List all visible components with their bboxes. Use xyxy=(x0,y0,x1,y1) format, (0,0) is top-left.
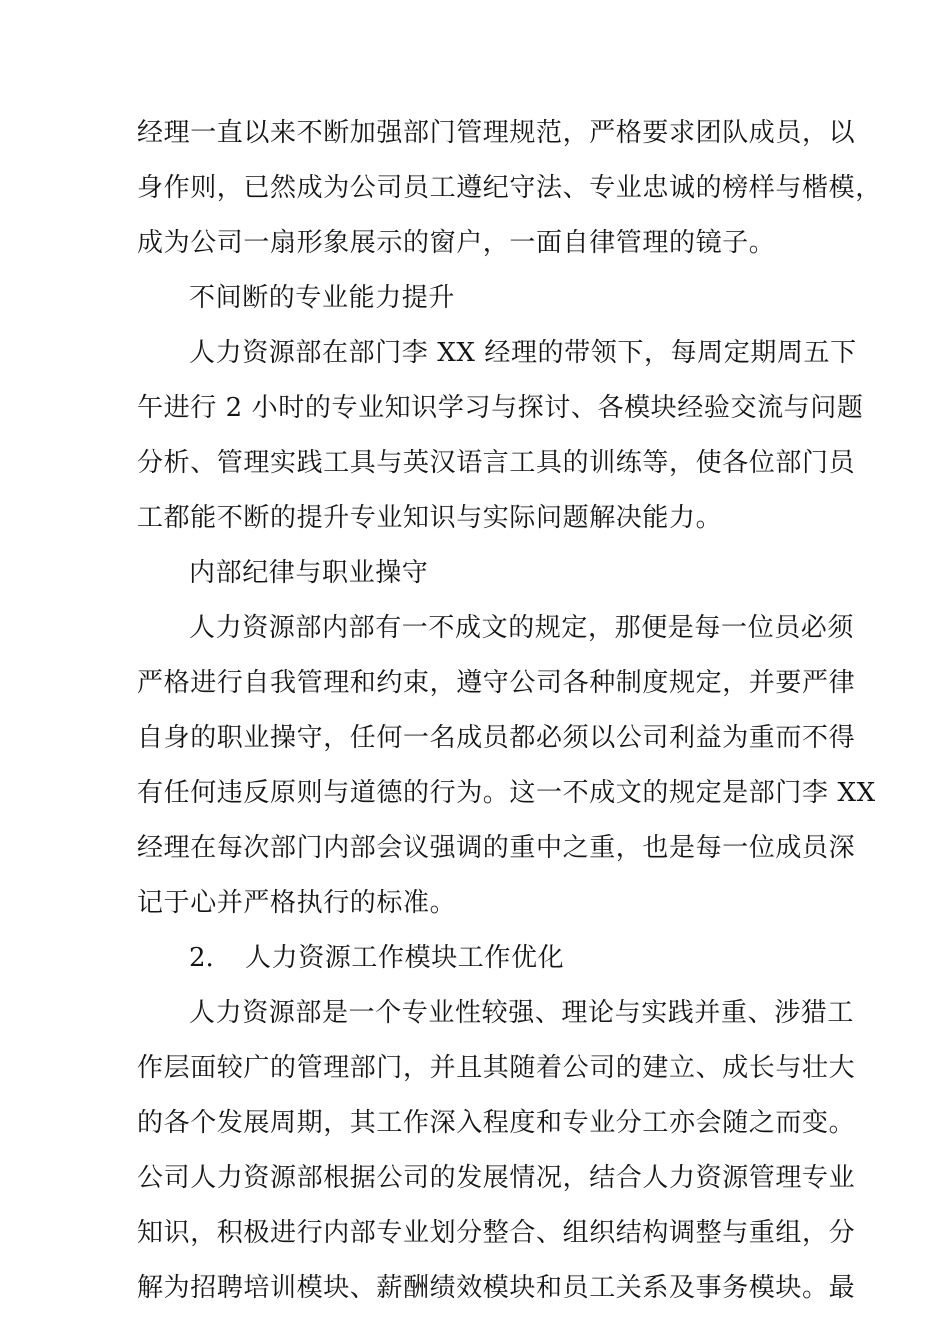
paragraph-line: 解为招聘培训模块、薪酬绩效模块和员工关系及事务模块。最 xyxy=(137,1273,856,1303)
section-title: 人力资源工作模块工作优化 xyxy=(245,943,565,973)
paragraph-line: 记于心并严格执行的标准。 xyxy=(137,888,457,918)
paragraph-line: 作层面较广的管理部门，并且其随着公司的建立、成长与壮大 xyxy=(137,1053,856,1083)
paragraph-line: 工都能不断的提升专业知识与实际问题解决能力。 xyxy=(137,503,723,533)
paragraph-line: 的各个发展周期，其工作深入程度和专业分工亦会随之而变。 xyxy=(137,1108,856,1138)
paragraph-line: 知识，积极进行内部专业划分整合、组织结构调整与重组，分 xyxy=(137,1218,856,1248)
paragraph-line: 人力资源部内部有一不成文的规定，那便是每一位员必须 xyxy=(189,613,855,643)
paragraph-line: 自身的职业操守，任何一名成员都必须以公司利益为重而不得 xyxy=(137,723,856,753)
paragraph-line: 成为公司一扇形象展示的窗户，一面自律管理的镜子。 xyxy=(137,228,776,258)
paragraph-line: 经理在每次部门内部会议强调的重中之重，也是每一位成员深 xyxy=(137,833,856,863)
paragraph-line: 严格进行自我管理和约束，遵守公司各种制度规定，并要严律 xyxy=(137,668,856,698)
paragraph-line: 人力资源部在部门李 XX 经理的带领下，每周定期周五下 xyxy=(189,338,857,368)
paragraph-line: 有任何违反原则与道德的行为。这一不成文的规定是部门李 XX xyxy=(137,778,876,808)
paragraph-line: 午进行 2 小时的专业知识学习与探讨、各模块经验交流与问题 xyxy=(137,393,864,423)
paragraph-line: 分析、管理实践工具与英汉语言工具的训练等，使各位部门员 xyxy=(137,448,856,478)
paragraph-line: 公司人力资源部根据公司的发展情况，结合人力资源管理专业 xyxy=(137,1163,856,1193)
section-number: 2. xyxy=(189,943,214,973)
subheading: 不间断的专业能力提升 xyxy=(189,283,456,313)
paragraph-line: 人力资源部是一个专业性较强、理论与实践并重、涉猎工 xyxy=(189,998,855,1028)
subheading: 内部纪律与职业操守 xyxy=(189,558,429,588)
paragraph-line: 经理一直以来不断加强部门管理规范，严格要求团队成员，以 xyxy=(137,118,856,148)
paragraph-line: 身作则，已然成为公司员工遵纪守法、专业忠诚的榜样与楷模， xyxy=(137,173,882,203)
